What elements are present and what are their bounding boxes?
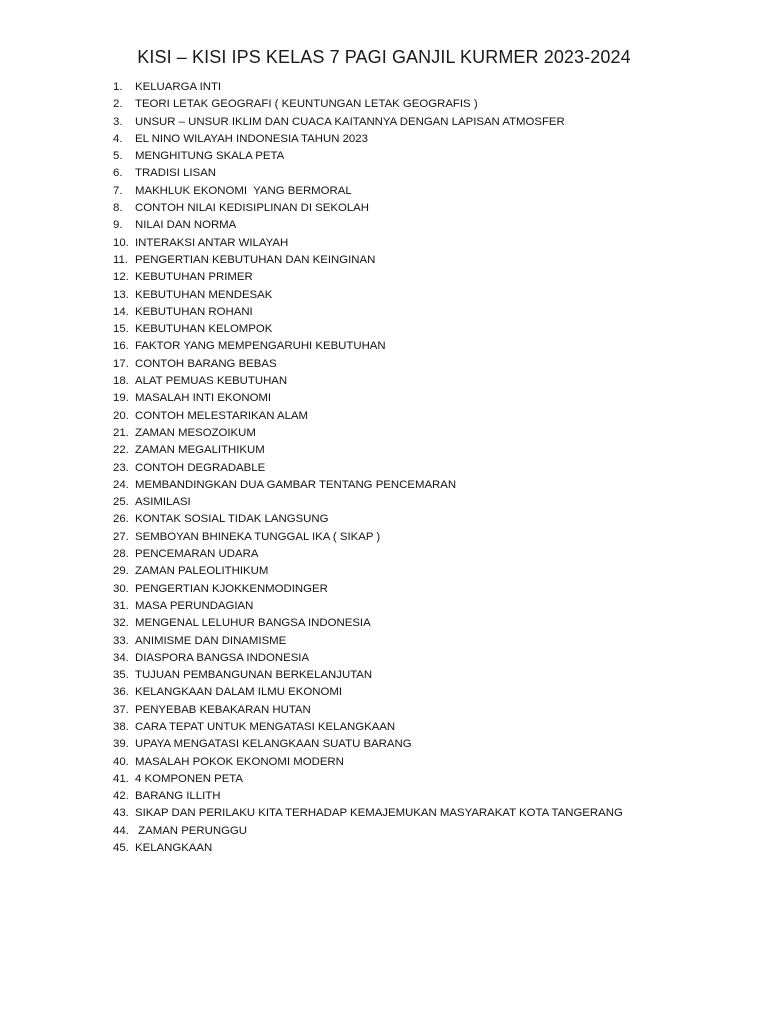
list-item: [113, 719, 623, 736]
item-number: 27.: [113, 530, 129, 543]
list-item: [113, 165, 623, 182]
item-text: TRADISI LISAN: [135, 167, 217, 180]
list-item: [113, 788, 623, 805]
item-number: 36.: [113, 686, 129, 699]
item-number: 22.: [113, 444, 129, 457]
list-item: [113, 131, 623, 148]
item-number: 2.: [113, 98, 123, 111]
item-text: KELANGKAAN: [135, 842, 213, 855]
list-item: [113, 702, 623, 719]
item-text: ZAMAN MEGALITHIKUM: [135, 444, 265, 457]
item-text: ALAT PEMUAS KEBUTUHAN: [135, 375, 288, 388]
item-number: 43.: [113, 807, 129, 820]
item-text: CONTOH DEGRADABLE: [135, 461, 266, 474]
document-title: KISI – KISI IPS KELAS 7 PAGI GANJIL KURMER 2023-2024: [137, 47, 631, 67]
item-text: CARA TEPAT UNTUK MENGATASI KELANGKAAN: [135, 720, 396, 733]
list-item: [113, 304, 623, 321]
item-text: UPAYA MENGATASI KELANGKAAN SUATU BARANG: [135, 738, 412, 751]
item-text: CONTOH NILAI KEDISIPLINAN DI SEKOLAH: [135, 202, 369, 215]
list-item: [113, 390, 623, 407]
item-text: EL NINO WILAYAH INDONESIA TAHUN 2023: [135, 132, 368, 145]
list-item: [113, 840, 623, 857]
list-item: [113, 615, 623, 632]
item-number: 7.: [113, 184, 123, 197]
list-item: [113, 269, 623, 286]
item-text: DIASPORA BANGSA INDONESIA: [135, 651, 310, 664]
item-number: 33.: [113, 634, 129, 647]
item-text: INTERAKSI ANTAR WILAYAH: [135, 236, 289, 249]
list-item: [113, 287, 623, 304]
list-item: [113, 79, 623, 96]
list-item: [113, 563, 623, 580]
list-item: [113, 425, 623, 442]
item-text: MASALAH INTI EKONOMI: [135, 392, 272, 405]
list-item: [113, 805, 623, 822]
item-text: KEBUTUHAN MENDESAK: [135, 288, 273, 301]
item-number: 41.: [113, 772, 129, 785]
item-text: SEMBOYAN BHINEKA TUNGGAL IKA ( SIKAP ): [135, 530, 381, 543]
item-text: MENGENAL LELUHUR BANGSA INDONESIA: [135, 617, 371, 630]
item-number: 38.: [113, 720, 129, 733]
item-text: MASA PERUNDAGIAN: [135, 599, 254, 612]
item-number: 21.: [113, 426, 129, 439]
item-text: ANIMISME DAN DINAMISME: [135, 634, 287, 647]
list-item: [113, 581, 623, 598]
item-number: 12.: [113, 271, 129, 284]
item-text: TEORI LETAK GEOGRAFI ( KEUNTUNGAN LETAK GEOGRAFIS ): [135, 98, 478, 111]
item-text: PENGERTIAN KEBUTUHAN DAN KEINGINAN: [135, 253, 376, 266]
list-item: [113, 338, 623, 355]
item-text: ZAMAN PERUNGGU: [135, 824, 248, 837]
item-text: NILAI DAN NORMA: [135, 219, 237, 232]
item-text: TUJUAN PEMBANGUNAN BERKELANJUTAN: [135, 669, 373, 682]
item-number: 18.: [113, 375, 129, 388]
item-text: ZAMAN MESOZOIKUM: [135, 426, 256, 439]
list-item: [113, 96, 623, 113]
item-text: KEBUTUHAN ROHANI: [135, 305, 253, 318]
list-item: [113, 667, 623, 684]
item-number: 34.: [113, 651, 129, 664]
item-text: CONTOH MELESTARIKAN ALAM: [135, 409, 309, 422]
item-text: KELUARGA INTI: [135, 81, 222, 93]
item-number: 20.: [113, 409, 129, 422]
item-text: KEBUTUHAN PRIMER: [135, 271, 253, 284]
list-item: [113, 356, 623, 373]
item-number: 19.: [113, 392, 129, 405]
topic-list: [113, 79, 623, 857]
item-text: SIKAP DAN PERILAKU KITA TERHADAP KEMAJEMUKAN MASYARAKAT KOTA TANGERANG: [135, 807, 623, 820]
item-number: 37.: [113, 703, 129, 716]
item-number: 16.: [113, 340, 129, 353]
item-text: KONTAK SOSIAL TIDAK LANGSUNG: [135, 513, 329, 526]
item-number: 45.: [113, 842, 129, 855]
item-number: 29.: [113, 565, 129, 578]
list-item: [113, 114, 623, 131]
list-item: [113, 529, 623, 546]
item-number: 40.: [113, 755, 129, 768]
item-number: 30.: [113, 582, 129, 595]
list-item: [113, 477, 623, 494]
item-number: 13.: [113, 288, 129, 301]
item-number: 44.: [113, 824, 129, 837]
list-item: [113, 183, 623, 200]
item-text: MAKHLUK EKONOMI YANG BERMORAL: [135, 184, 352, 197]
item-text: ZAMAN PALEOLITHIKUM: [135, 565, 269, 578]
list-item: [113, 494, 623, 511]
item-number: 28.: [113, 548, 129, 561]
item-number: 24.: [113, 478, 129, 491]
item-number: 4.: [113, 132, 123, 145]
item-text: MASALAH POKOK EKONOMI MODERN: [135, 755, 344, 768]
list-item: [113, 442, 623, 459]
item-number: 10.: [113, 236, 129, 249]
item-text: KELANGKAAN DALAM ILMU EKONOMI: [135, 686, 342, 699]
list-item: [113, 217, 623, 234]
item-number: 31.: [113, 599, 129, 612]
item-text: FAKTOR YANG MEMPENGARUHI KEBUTUHAN: [135, 340, 386, 353]
item-number: 39.: [113, 738, 129, 751]
item-number: 8.: [113, 202, 123, 215]
list-item: [113, 511, 623, 528]
item-text: MENGHITUNG SKALA PETA: [135, 150, 285, 163]
item-number: 25.: [113, 496, 129, 509]
item-text: MEMBANDINGKAN DUA GAMBAR TENTANG PENCEMARAN: [135, 478, 457, 491]
item-number: 42.: [113, 790, 129, 803]
item-text: ASIMILASI: [135, 496, 191, 509]
item-text: PENCEMARAN UDARA: [135, 548, 259, 561]
item-number: 35.: [113, 669, 129, 682]
list-item: [113, 235, 623, 252]
list-item: [113, 736, 623, 753]
list-item: [113, 200, 623, 217]
list-item: [113, 633, 623, 650]
item-number: 32.: [113, 617, 129, 630]
item-text: KEBUTUHAN KELOMPOK: [135, 323, 273, 336]
item-number: 1.: [113, 81, 123, 93]
item-number: 15.: [113, 323, 129, 336]
item-number: 26.: [113, 513, 129, 526]
list-item: [113, 684, 623, 701]
item-text: BARANG ILLITH: [135, 790, 221, 803]
item-text: 4 KOMPONEN PETA: [135, 772, 244, 785]
item-text: PENGERTIAN KJOKKENMODINGER: [135, 582, 328, 595]
list-item: [113, 546, 623, 563]
item-number: 14.: [113, 305, 129, 318]
item-text: PENYEBAB KEBAKARAN HUTAN: [135, 703, 311, 716]
item-text: UNSUR – UNSUR IKLIM DAN CUACA KAITANNYA DENGAN LAPISAN ATMOSFER: [135, 115, 565, 128]
list-item: [113, 373, 623, 390]
list-item: [113, 771, 623, 788]
list-item: [113, 252, 623, 269]
list-item: [113, 321, 623, 338]
list-item: [113, 598, 623, 615]
list-item: [113, 823, 623, 840]
list-item: [113, 754, 623, 771]
item-number: 6.: [113, 167, 123, 180]
item-text: CONTOH BARANG BEBAS: [135, 357, 277, 370]
list-item: [113, 460, 623, 477]
list-item: [113, 408, 623, 425]
list-item: [113, 148, 623, 165]
item-number: 5.: [113, 150, 123, 163]
item-number: 11.: [113, 253, 128, 266]
list-item: [113, 650, 623, 667]
item-number: 23.: [113, 461, 129, 474]
item-number: 9.: [113, 219, 123, 232]
item-number: 3.: [113, 115, 123, 128]
item-number: 17.: [113, 357, 129, 370]
